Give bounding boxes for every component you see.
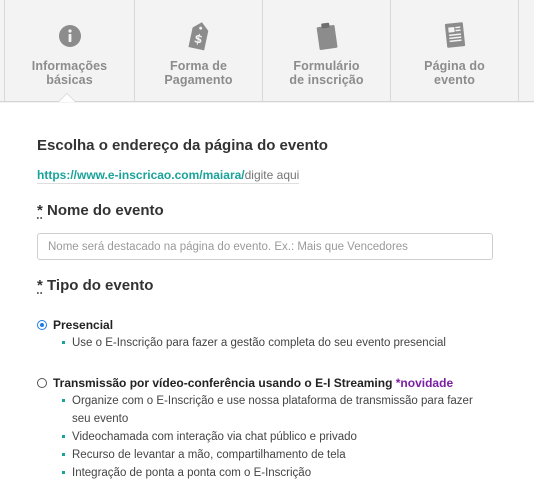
list-item: Videochamada com interação via chat público e privado [62,428,473,446]
event-name-input[interactable] [37,233,493,260]
event-name-title [37,202,164,219]
step-label: Informações básicas [31,59,108,87]
step-tab-informacoes-basicas[interactable] [4,0,134,102]
step-tab-forma-de-pagamento[interactable] [134,0,262,102]
radio-button[interactable] [37,378,47,388]
list-item: Recurso de levantar a mão, compartilhamento de tela [62,446,473,464]
clipboard-icon [312,21,342,51]
radio-button-selected[interactable] [37,320,47,330]
price-tag-icon [184,21,214,51]
list-item: Organize com o E-Inscrição e use nossa plataforma de transmissão para fazer seu evento [62,392,473,428]
radio-label: Transmissão por vídeo-conferência usando o E-I Streaming *novidade [53,376,454,390]
page-address-field[interactable] [37,168,315,182]
radio-option-presencial[interactable] [37,318,113,332]
steps-end-divider [518,0,534,102]
active-step-pointer [59,94,75,102]
svg-text:$: $ [192,31,204,47]
step-tab-formulario-de-inscricao[interactable] [262,0,390,102]
page-address-title: Escolha o endereço da página do evento [37,137,328,154]
url-underline [37,183,299,184]
streaming-bullets [62,392,473,482]
required-mark: * [37,277,43,294]
url-slug-input[interactable] [245,168,315,182]
radio-option-streaming[interactable] [37,376,453,390]
url-base: https://www.e-inscricao.com/maiara/ [37,168,245,182]
list-item: Use o E-Inscrição para fazer a gestão completa do seu evento presencial [62,334,446,352]
event-type-label: Tipo do evento [47,277,154,294]
step-label: Página do evento [424,59,485,87]
step-label: Forma de Pagamento [164,59,233,87]
event-name-label: Nome do evento [47,202,164,219]
event-type-title [37,277,153,294]
presencial-bullets [62,334,446,352]
radio-label: Presencial [53,318,114,332]
steps-divider [0,101,534,102]
novidade-badge: *novidade [395,376,454,390]
wizard-steps [0,0,534,103]
document-page-icon [440,21,470,51]
list-item: Integração de ponta a ponta com o E-Inscrição [62,464,473,482]
required-mark: * [37,202,43,219]
step-tab-pagina-do-evento[interactable] [390,0,518,102]
step-label: Formulário de inscrição [289,59,364,87]
info-icon [55,21,85,51]
